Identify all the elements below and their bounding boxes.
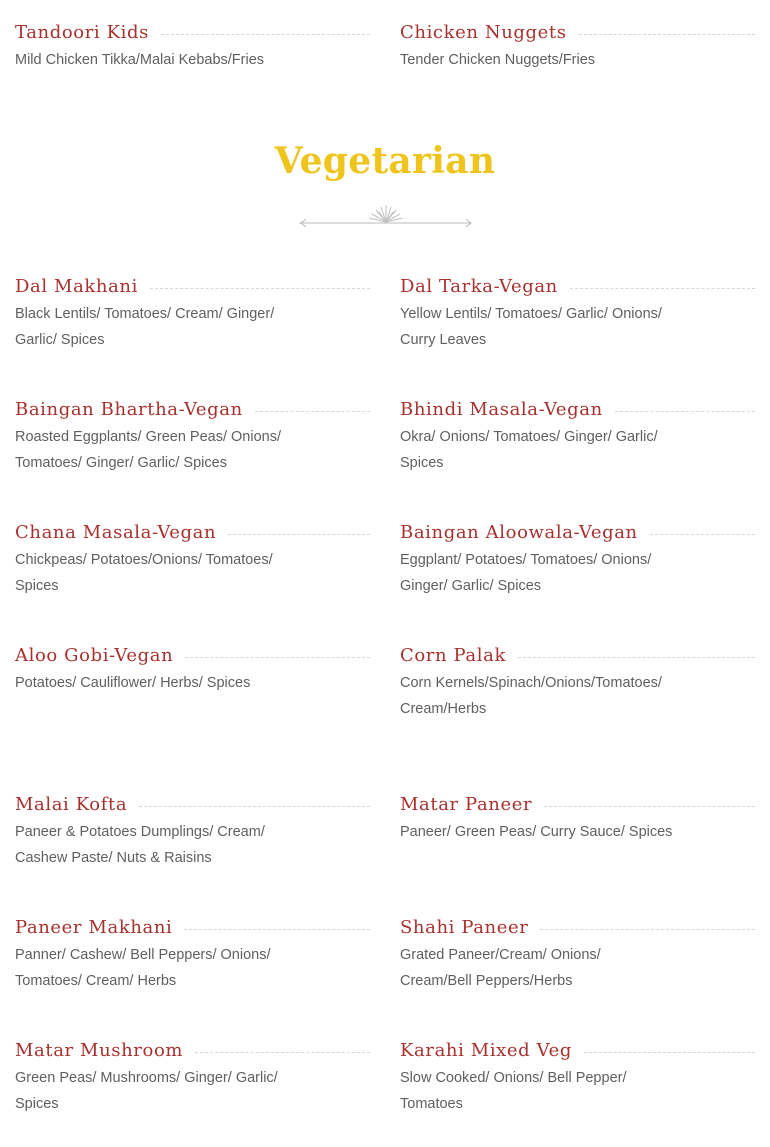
menu-item-description: Paneer & Potatoes Dumplings/ Cream/ Cashew Paste/ Nuts & Raisins — [15, 824, 265, 866]
menu-item — [385, 20, 770, 73]
menu-item-description: Slow Cooked/ Onions/ Bell Pepper/ Tomatoes — [400, 1070, 627, 1112]
menu-item-description: Tender Chicken Nuggets/Fries — [400, 52, 596, 68]
menu-item-description: Panner/ Cashew/ Bell Peppers/ Onions/ Tomatoes/ Cream/ Herbs — [15, 947, 271, 989]
dotted-leader — [540, 929, 755, 930]
menu-item-name: Karahi Mixed Veg — [400, 1039, 572, 1061]
dotted-leader — [544, 806, 755, 807]
menu-item-name: Baingan Aloowala-Vegan — [400, 521, 638, 543]
menu-item-name: Paneer Makhani — [15, 916, 173, 938]
menu-item — [0, 397, 385, 476]
menu-item-description: Yellow Lentils/ Tomatoes/ Garlic/ Onions/ Curry Leaves — [400, 306, 662, 348]
menu-row — [0, 274, 770, 353]
dotted-leader — [570, 288, 755, 289]
menu-row — [0, 1038, 770, 1117]
dotted-leader — [615, 411, 755, 412]
menu-item-name: Aloo Gobi-Vegan — [15, 644, 174, 666]
menu-item — [0, 792, 385, 871]
menu-item — [385, 915, 770, 994]
menu-item-name: Malai Kofta — [15, 793, 128, 815]
top-menu-row — [0, 20, 770, 73]
dotted-leader — [185, 657, 370, 658]
menu-item-name: Tandoori Kids — [15, 21, 149, 43]
menu-item — [385, 792, 770, 871]
menu-item — [0, 915, 385, 994]
menu-item-name: Dal Tarka-Vegan — [400, 275, 558, 297]
menu-item — [385, 1038, 770, 1117]
menu-item — [385, 274, 770, 353]
menu-item-description: Okra/ Onions/ Tomatoes/ Ginger/ Garlic/ Spices — [400, 429, 658, 471]
menu-item-description: Roasted Eggplants/ Green Peas/ Onions/ Tomatoes/ Ginger/ Garlic/ Spices — [15, 429, 281, 471]
menu-item-name: Dal Makhani — [15, 275, 138, 297]
menu-item-name: Matar Paneer — [400, 793, 533, 815]
dotted-leader — [579, 34, 755, 35]
dotted-leader — [150, 288, 370, 289]
dotted-leader — [518, 657, 755, 658]
section-title: Vegetarian — [274, 140, 496, 182]
menu-row — [0, 792, 770, 871]
menu-item-description: Eggplant/ Potatoes/ Tomatoes/ Onions/ Ginger/ Garlic/ Spices — [400, 552, 652, 594]
menu-item-description: Black Lentils/ Tomatoes/ Cream/ Ginger/ Garlic/ Spices — [15, 306, 275, 348]
dotted-leader — [184, 929, 370, 930]
menu-item-description: Grated Paneer/Cream/ Onions/ Cream/Bell Peppers/Herbs — [400, 947, 601, 989]
menu-item-description: Paneer/ Green Peas/ Curry Sauce/ Spices — [400, 824, 673, 840]
menu-item-name: Bhindi Masala-Vegan — [400, 398, 603, 420]
menu-item — [0, 520, 385, 599]
menu-item-description: Corn Kernels/Spinach/Onions/Tomatoes/Cream/Herbs — [400, 675, 662, 717]
menu-item-description: Potatoes/ Cauliflower/ Herbs/ Spices — [15, 675, 251, 691]
menu-item — [385, 520, 770, 599]
dotted-leader — [161, 34, 370, 35]
menu-item-description: Green Peas/ Mushrooms/ Ginger/ Garlic/ Spices — [15, 1070, 278, 1112]
menu-item-description: Chickpeas/ Potatoes/Onions/ Tomatoes/ Spices — [15, 552, 273, 594]
menu-item — [0, 274, 385, 353]
menu-item-name: Chana Masala-Vegan — [15, 521, 217, 543]
menu-item-name: Chicken Nuggets — [400, 21, 567, 43]
dotted-leader — [228, 534, 370, 535]
dotted-leader — [584, 1052, 755, 1053]
dotted-leader — [650, 534, 755, 535]
menu-row — [0, 915, 770, 994]
menu-row — [0, 520, 770, 599]
menu-row — [0, 397, 770, 476]
menu-item-name: Matar Mushroom — [15, 1039, 184, 1061]
menu-row — [0, 643, 770, 722]
menu-item — [0, 20, 385, 73]
menu-item — [385, 397, 770, 476]
dotted-leader — [139, 806, 370, 807]
menu-item-name: Baingan Bhartha-Vegan — [15, 398, 243, 420]
menu-item — [0, 643, 385, 722]
dotted-leader — [195, 1052, 370, 1053]
menu-item — [385, 643, 770, 722]
dotted-leader — [255, 411, 370, 412]
menu-item-name: Corn Palak — [400, 644, 506, 666]
lotus-divider-icon — [297, 201, 475, 227]
menu-item-name: Shahi Paneer — [400, 916, 529, 938]
menu-item-description: Mild Chicken Tikka/Malai Kebabs/Fries — [15, 52, 265, 68]
menu-item — [0, 1038, 385, 1117]
